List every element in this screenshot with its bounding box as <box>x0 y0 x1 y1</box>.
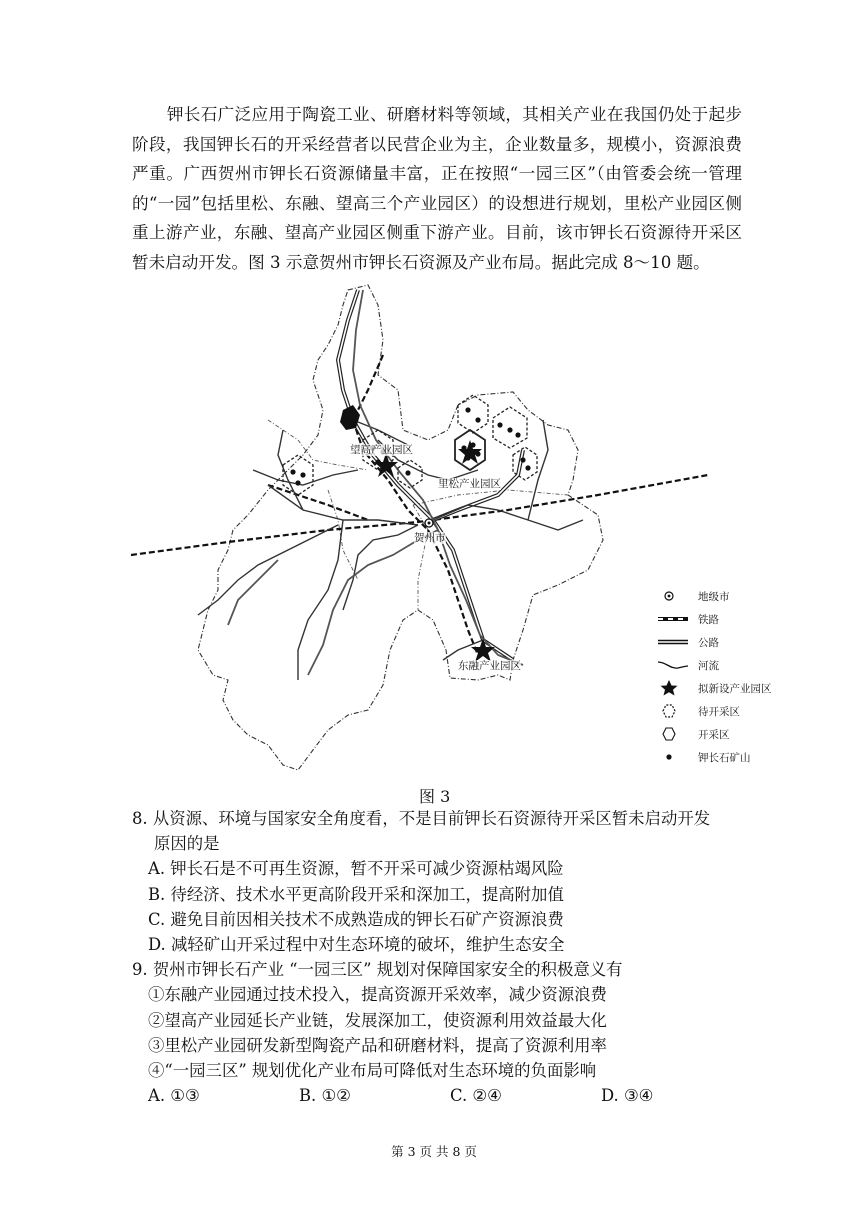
legend-label: 地级市 <box>698 590 730 603</box>
legend-label: 公路 <box>698 636 719 649</box>
legend-item <box>656 657 719 673</box>
legend-item <box>656 726 730 742</box>
legend-label: 开采区 <box>698 728 730 741</box>
choice-b: B. ①② <box>299 1086 351 1106</box>
dashed-hexagon-icon <box>656 703 690 719</box>
choice-d: D. ③④ <box>601 1086 654 1106</box>
legend-item <box>656 749 751 765</box>
legend-label: 河流 <box>698 659 719 672</box>
pending-hexagon <box>513 447 537 480</box>
option-b: B. 待经济、技术水平更高阶段开采和深加工，提高附加值 <box>148 884 564 904</box>
legend-label: 待开采区 <box>698 705 740 718</box>
question-stem-cont: 原因的是 <box>154 834 220 854</box>
option-d: D. 减轻矿山开采过程中对生态环境的破坏，维护生态安全 <box>148 935 565 955</box>
legend-label: 钾长石矿山 <box>698 751 751 764</box>
legend-item <box>656 611 719 627</box>
figure-caption: 图 3 <box>419 787 451 806</box>
statement-3: ③里松产业园研发新型陶瓷产品和研磨材料，提高了资源利用率 <box>148 1035 607 1055</box>
label-dongrong: 东融产业园区 <box>458 660 521 672</box>
pending-hexagon <box>458 395 488 433</box>
label-wanggao: 望高产业园区 <box>350 444 413 456</box>
pending-hexagon <box>283 455 313 495</box>
statement-4: ④“一园三区” 规划优化产业布局可降低对生态环境的负面影响 <box>148 1061 597 1081</box>
river-icon <box>656 657 690 673</box>
questions <box>132 806 752 1108</box>
option-c: C. 避免目前因相关技术不成熟造成的钾长石矿产资源浪费 <box>148 909 564 929</box>
railway-icon <box>656 611 690 627</box>
legend-item <box>656 680 772 696</box>
legend-item <box>656 588 730 604</box>
highway-north-inner <box>338 290 433 520</box>
legend-item <box>656 703 740 719</box>
star-lisong <box>458 440 482 464</box>
map-figure <box>128 280 778 780</box>
city-boundary <box>198 285 603 770</box>
city-icon <box>656 588 690 604</box>
answer-choices <box>148 1083 752 1108</box>
highway-icon <box>656 634 690 650</box>
highway-north <box>338 290 433 520</box>
passage-paragraph: 钾长石广泛应用于陶瓷工业、研磨材料等领域，其相关产业在我国仍处于起步阶段，我国钾长石的开采经营者以民营企业为主，企业数量多，规模小，资源浪费严重。广西贺州市钾长石资源储量丰富，正在按照“一园三区”（由管委会统一管理的“一园”包括里松、东融、望高三个产业园区）的设想进行规划，里松产业园区侧重上游产业，东融、望高产业园区侧重下游产业。目前，该市钾长石资源待开采区暂未启动开发。图 3 示意贺州市钾长石资源及产业布局。据此完成 8～10 题。 <box>132 105 742 272</box>
legend-item <box>656 634 719 650</box>
choice-c: C. ②④ <box>450 1086 502 1106</box>
question-9 <box>132 957 752 1108</box>
question-stem: 8. 从资源、环境与国家安全角度看，不是目前钾长石资源待开采区暂未启动开发 <box>132 809 711 828</box>
statement-1: ①东融产业园通过技术投入，提高资源开采效率，减少资源浪费 <box>148 985 607 1005</box>
legend-label: 拟新设产业园区 <box>698 682 772 695</box>
option-a: A. 钾长石是不可再生资源，暂不开采可减少资源枯竭风险 <box>148 859 564 879</box>
star-dongrong <box>471 638 495 662</box>
hexagon-icon <box>656 726 690 742</box>
label-hezhou: 贺州市 <box>414 532 446 544</box>
railway-west <box>268 485 368 520</box>
intro-passage <box>132 100 742 277</box>
label-lisong: 里松产业园区 <box>438 478 501 490</box>
dot-icon <box>656 749 690 765</box>
question-8 <box>132 806 752 957</box>
legend-label: 铁路 <box>698 613 719 626</box>
page-footer: 第 3 页 共 8 页 <box>391 1144 477 1159</box>
statement-2: ②望高产业园延长产业链，发展深加工，使资源利用效益最大化 <box>148 1010 607 1030</box>
star-icon <box>656 680 690 696</box>
choice-a: A. ①③ <box>148 1086 200 1106</box>
question-stem: 9. 贺州市钾长石产业 “一园三区” 规划对保障国家安全的积极意义有 <box>132 960 623 980</box>
